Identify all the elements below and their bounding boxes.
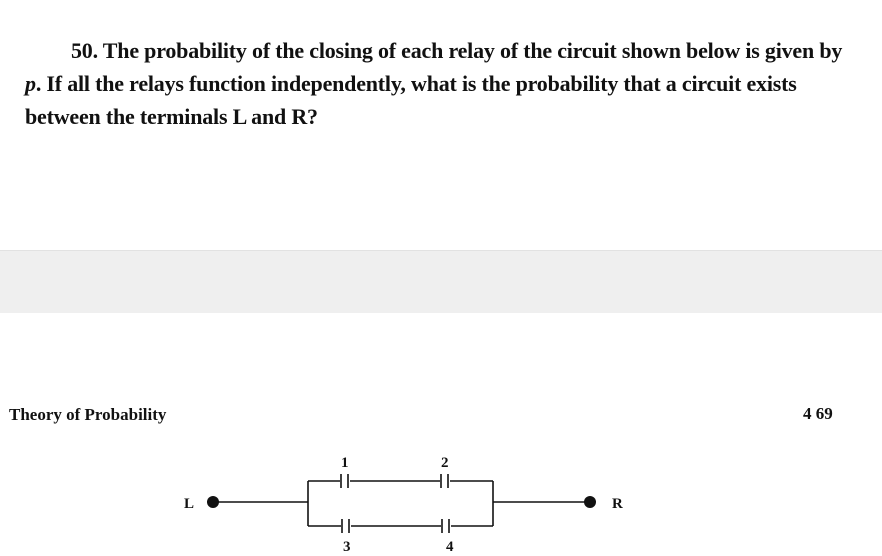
terminal-l-dot <box>207 496 219 508</box>
relay-2 <box>441 474 448 488</box>
terminal-r-dot <box>584 496 596 508</box>
question-number: 50. <box>71 38 98 63</box>
running-head: Theory of Probability <box>9 405 167 424</box>
relay-4 <box>442 519 449 533</box>
question-text-part-1: The probability of the closing of each relay of the circuit shown below is given by <box>97 38 843 63</box>
relay-1 <box>341 474 348 488</box>
relay-3 <box>342 519 349 533</box>
relay-2-label: 2 <box>441 455 449 471</box>
relay-3-label: 3 <box>343 539 351 555</box>
page-number: 4 69 <box>803 404 833 423</box>
terminal-l-label: L <box>184 496 195 512</box>
question-text-part-2: . If all the relays function independently, what is the probability that a circuit exists between the terminals L and R? <box>25 71 797 129</box>
relay-1-label: 1 <box>341 455 349 471</box>
terminal-r-label: R <box>612 496 623 512</box>
probability-variable: p <box>25 71 36 96</box>
relay-4-label: 4 <box>446 539 454 555</box>
